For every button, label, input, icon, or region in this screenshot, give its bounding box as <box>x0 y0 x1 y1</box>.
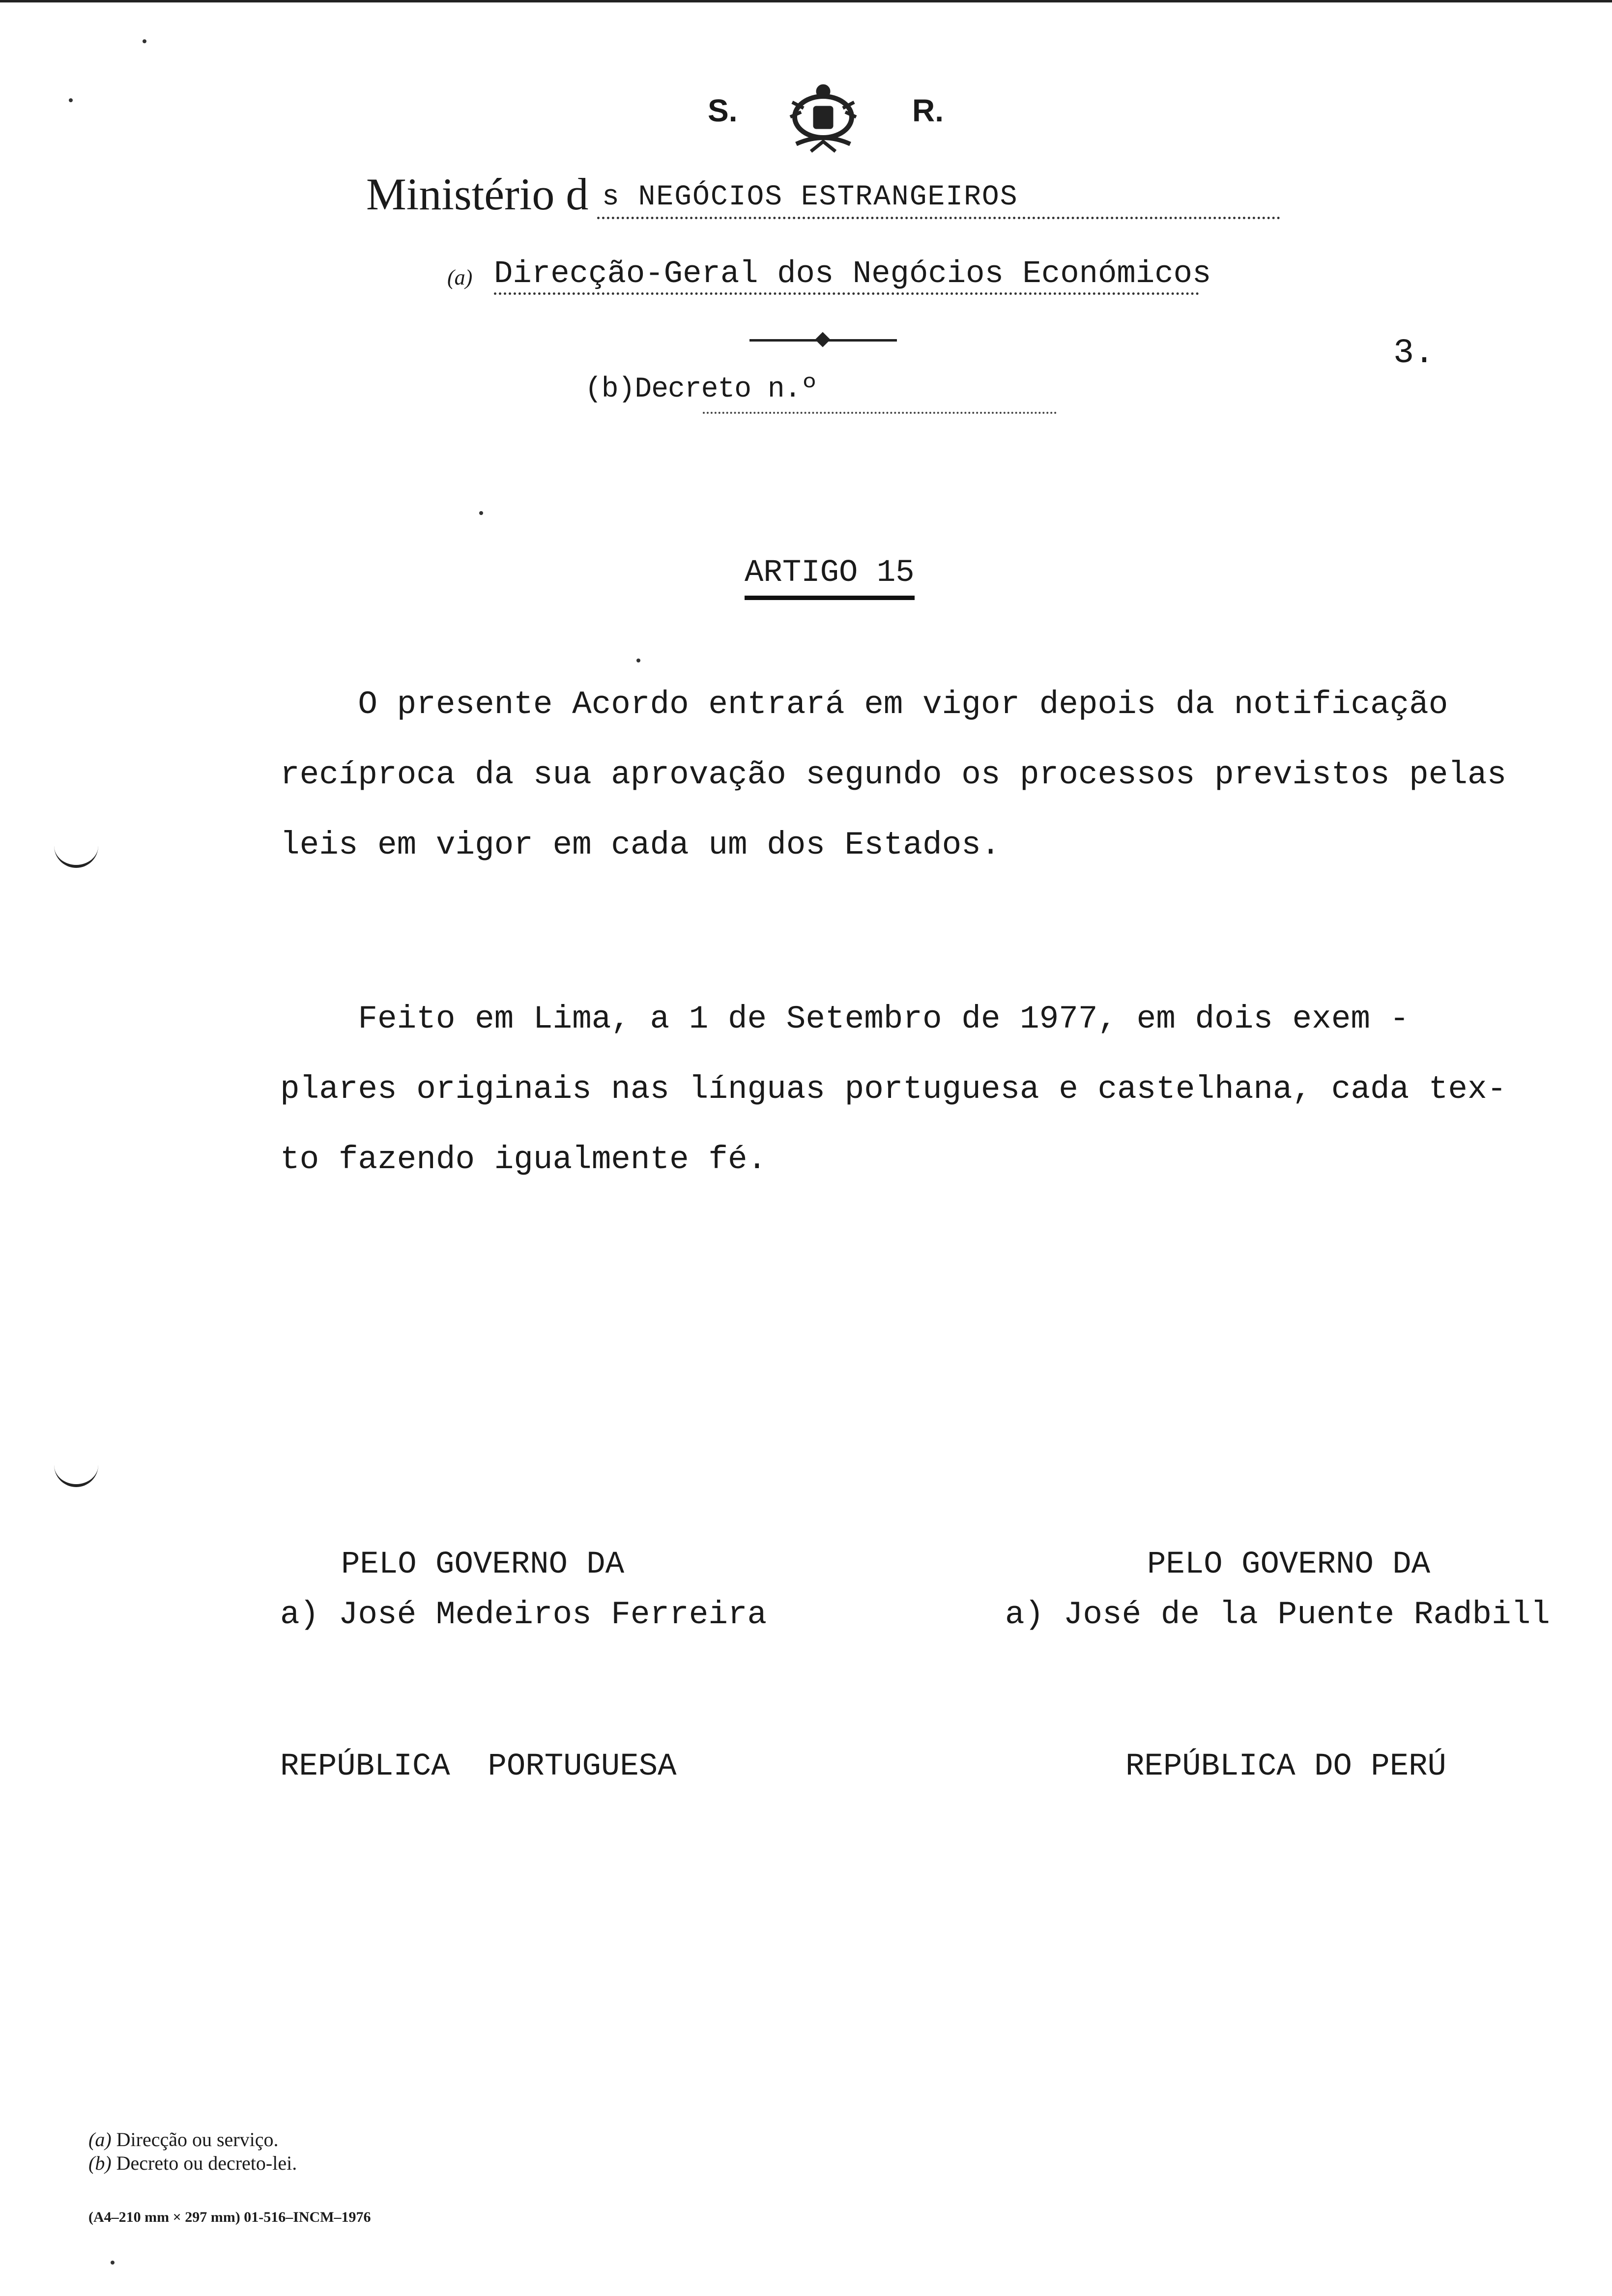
signer-peru: a) José de la Puente Radbill <box>1005 1596 1550 1633</box>
header-ornament <box>749 334 897 346</box>
paragraph-line: leis em vigor em cada um dos Estados. <box>280 827 1001 863</box>
article-paragraph-2 <box>280 984 1597 1195</box>
signature-heading-line: PELO GOVERNO DA <box>341 1547 625 1582</box>
article-heading: ARTIGO 15 <box>745 555 915 600</box>
paragraph-line: O presente Acordo entrará em vigor depois da notificação <box>280 686 1448 723</box>
scan-speck <box>111 2261 115 2265</box>
footnote-text: Direcção ou serviço. <box>116 2128 279 2151</box>
signature-heading-line: REPÚBLICA DO PERÚ <box>1125 1749 1446 1784</box>
footnotes <box>88 2128 297 2175</box>
direction-footnote-marker: (a) <box>447 265 473 289</box>
signature-block-peru <box>1125 1397 1446 1935</box>
ministry-dotted-rule <box>597 217 1280 219</box>
article-paragraph-1 <box>280 669 1597 880</box>
footnote-a <box>88 2128 297 2152</box>
signature-heading-line: REPÚBLICA PORTUGUESA <box>280 1749 677 1784</box>
footnote-marker: (a) <box>88 2128 112 2151</box>
paragraph-line: recíproca da sua aprovação segundo os processos previstos pelas <box>280 756 1507 793</box>
page-number: 3. <box>1393 334 1435 373</box>
ornament-diamond-icon <box>815 332 830 347</box>
punch-hole-mark <box>54 1464 98 1487</box>
scan-speck <box>143 39 146 43</box>
footnote-marker: (b) <box>88 2152 112 2174</box>
direction-dotted-rule <box>494 292 1199 295</box>
coat-of-arms-icon <box>781 83 865 156</box>
paragraph-line: to fazendo igualmente fé. <box>280 1141 767 1178</box>
paragraph-line: Feito em Lima, a 1 de Setembro de 1977, em dois exem - <box>280 1001 1410 1037</box>
punch-hole-mark <box>54 845 98 868</box>
direction-line <box>447 256 1273 300</box>
signature-block-portugal <box>280 1397 677 1935</box>
footnote-b <box>88 2152 297 2175</box>
ministry-line <box>366 169 1280 226</box>
print-reference: (A4–210 mm × 297 mm) 01-516–INCM–1976 <box>88 2209 371 2225</box>
ministry-label: Ministério d <box>366 169 589 219</box>
initial-right: R. <box>912 93 944 128</box>
signature-heading-line: PELO GOVERNO DA <box>1147 1547 1431 1582</box>
header-emblem <box>708 83 944 156</box>
ministry-name: s NEGÓCIOS ESTRANGEIROS <box>602 181 1018 213</box>
scan-speck <box>636 659 640 662</box>
initial-left: S. <box>708 93 738 128</box>
signer-portugal: a) José Medeiros Ferreira <box>280 1596 767 1633</box>
direction-name: Direcção-Geral dos Negócios Económicos <box>494 257 1211 292</box>
scan-speck <box>479 511 483 515</box>
scan-speck <box>69 98 73 102</box>
paragraph-line: plares originais nas línguas portuguesa e castelhana, cada tex- <box>280 1071 1507 1108</box>
top-edge-line <box>0 0 1612 2</box>
decree-field: (b)Decreto n.º <box>585 373 818 405</box>
decree-dotted-rule <box>703 412 1057 414</box>
footnote-text: Decreto ou decreto-lei. <box>116 2152 297 2174</box>
decree-line <box>585 373 1057 418</box>
